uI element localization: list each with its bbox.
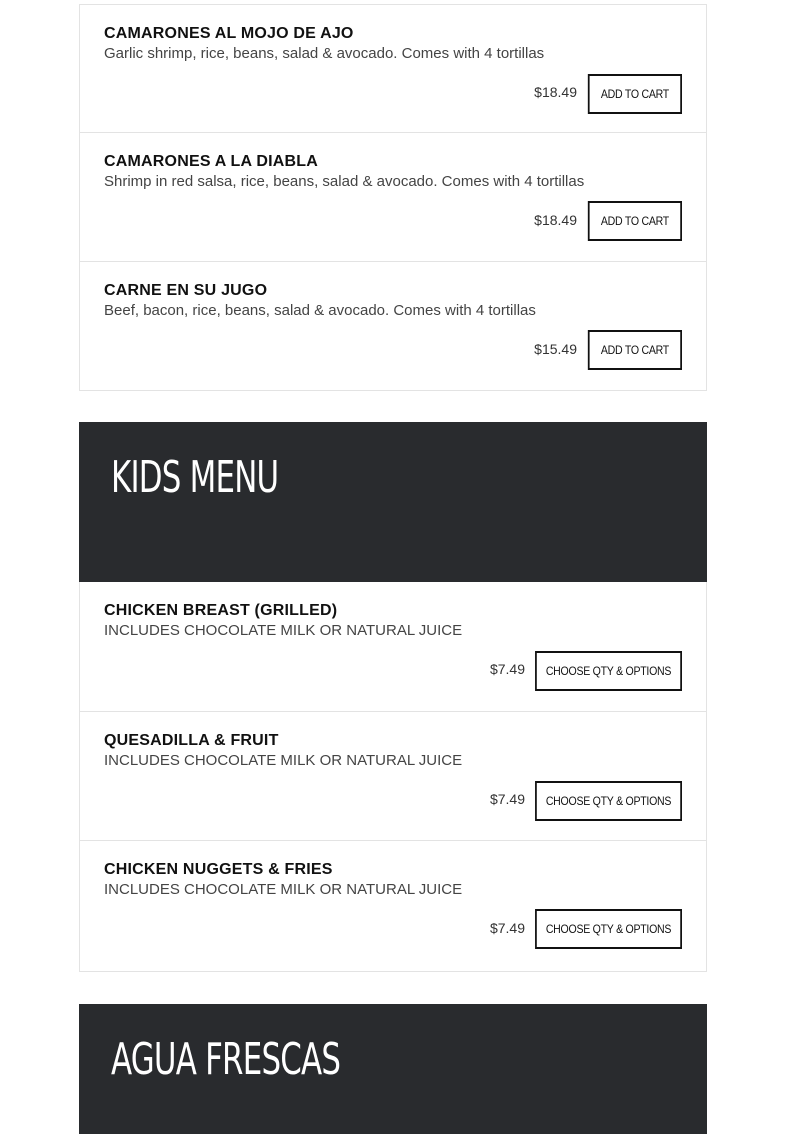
- item-name: CARNE EN SU JUGO: [104, 282, 268, 299]
- menu-items-list: [79, 582, 707, 972]
- section-title: AGUA FRESCAS: [111, 1034, 341, 1085]
- item-description: Garlic shrimp, rice, beans, salad & avocado. Comes with 4 tortillas: [104, 45, 545, 62]
- item-description: Shrimp in red salsa, rice, beans, salad & avocado. Comes with 4 tortillas: [104, 173, 585, 190]
- agua-frescas-header: [79, 1004, 707, 1134]
- menu-section-previous: [79, 4, 707, 391]
- menu-item: [80, 133, 706, 262]
- item-price: $18.49: [534, 84, 577, 100]
- section-title: KIDS MENU: [111, 452, 279, 503]
- menu-item: [80, 582, 706, 712]
- item-price: $7.49: [489, 661, 525, 677]
- choose-options-button[interactable]: CHOOSE QTY & OPTIONS: [535, 651, 682, 691]
- item-name: CAMARONES A LA DIABLA: [104, 153, 318, 170]
- add-to-cart-button[interactable]: ADD TO CART: [588, 74, 682, 114]
- menu-item: [80, 841, 706, 971]
- choose-options-button[interactable]: CHOOSE QTY & OPTIONS: [535, 909, 682, 949]
- menu-item: [80, 262, 706, 390]
- kids-menu-section: [79, 582, 707, 972]
- item-price: $7.49: [489, 920, 525, 936]
- menu-item: [80, 5, 706, 133]
- item-name: CHICKEN BREAST (GRILLED): [104, 602, 338, 619]
- item-price: $18.49: [534, 212, 577, 228]
- menu-items-list: [79, 4, 707, 391]
- kids-menu-header: [79, 422, 707, 582]
- choose-options-button[interactable]: CHOOSE QTY & OPTIONS: [535, 781, 682, 821]
- item-description: INCLUDES CHOCOLATE MILK OR NATURAL JUICE: [104, 752, 463, 769]
- item-description: INCLUDES CHOCOLATE MILK OR NATURAL JUICE: [104, 622, 463, 639]
- item-name: CHICKEN NUGGETS & FRIES: [104, 861, 333, 878]
- item-name: CAMARONES AL MOJO DE AJO: [104, 25, 354, 42]
- add-to-cart-button[interactable]: ADD TO CART: [588, 330, 682, 370]
- item-description: Beef, bacon, rice, beans, salad & avocado. Comes with 4 tortillas: [104, 302, 536, 319]
- item-price: $7.49: [489, 791, 525, 807]
- item-name: QUESADILLA & FRUIT: [104, 732, 279, 749]
- add-to-cart-button[interactable]: ADD TO CART: [588, 201, 682, 241]
- item-description: INCLUDES CHOCOLATE MILK OR NATURAL JUICE: [104, 881, 463, 898]
- menu-item: [80, 712, 706, 841]
- item-price: $15.49: [534, 341, 577, 357]
